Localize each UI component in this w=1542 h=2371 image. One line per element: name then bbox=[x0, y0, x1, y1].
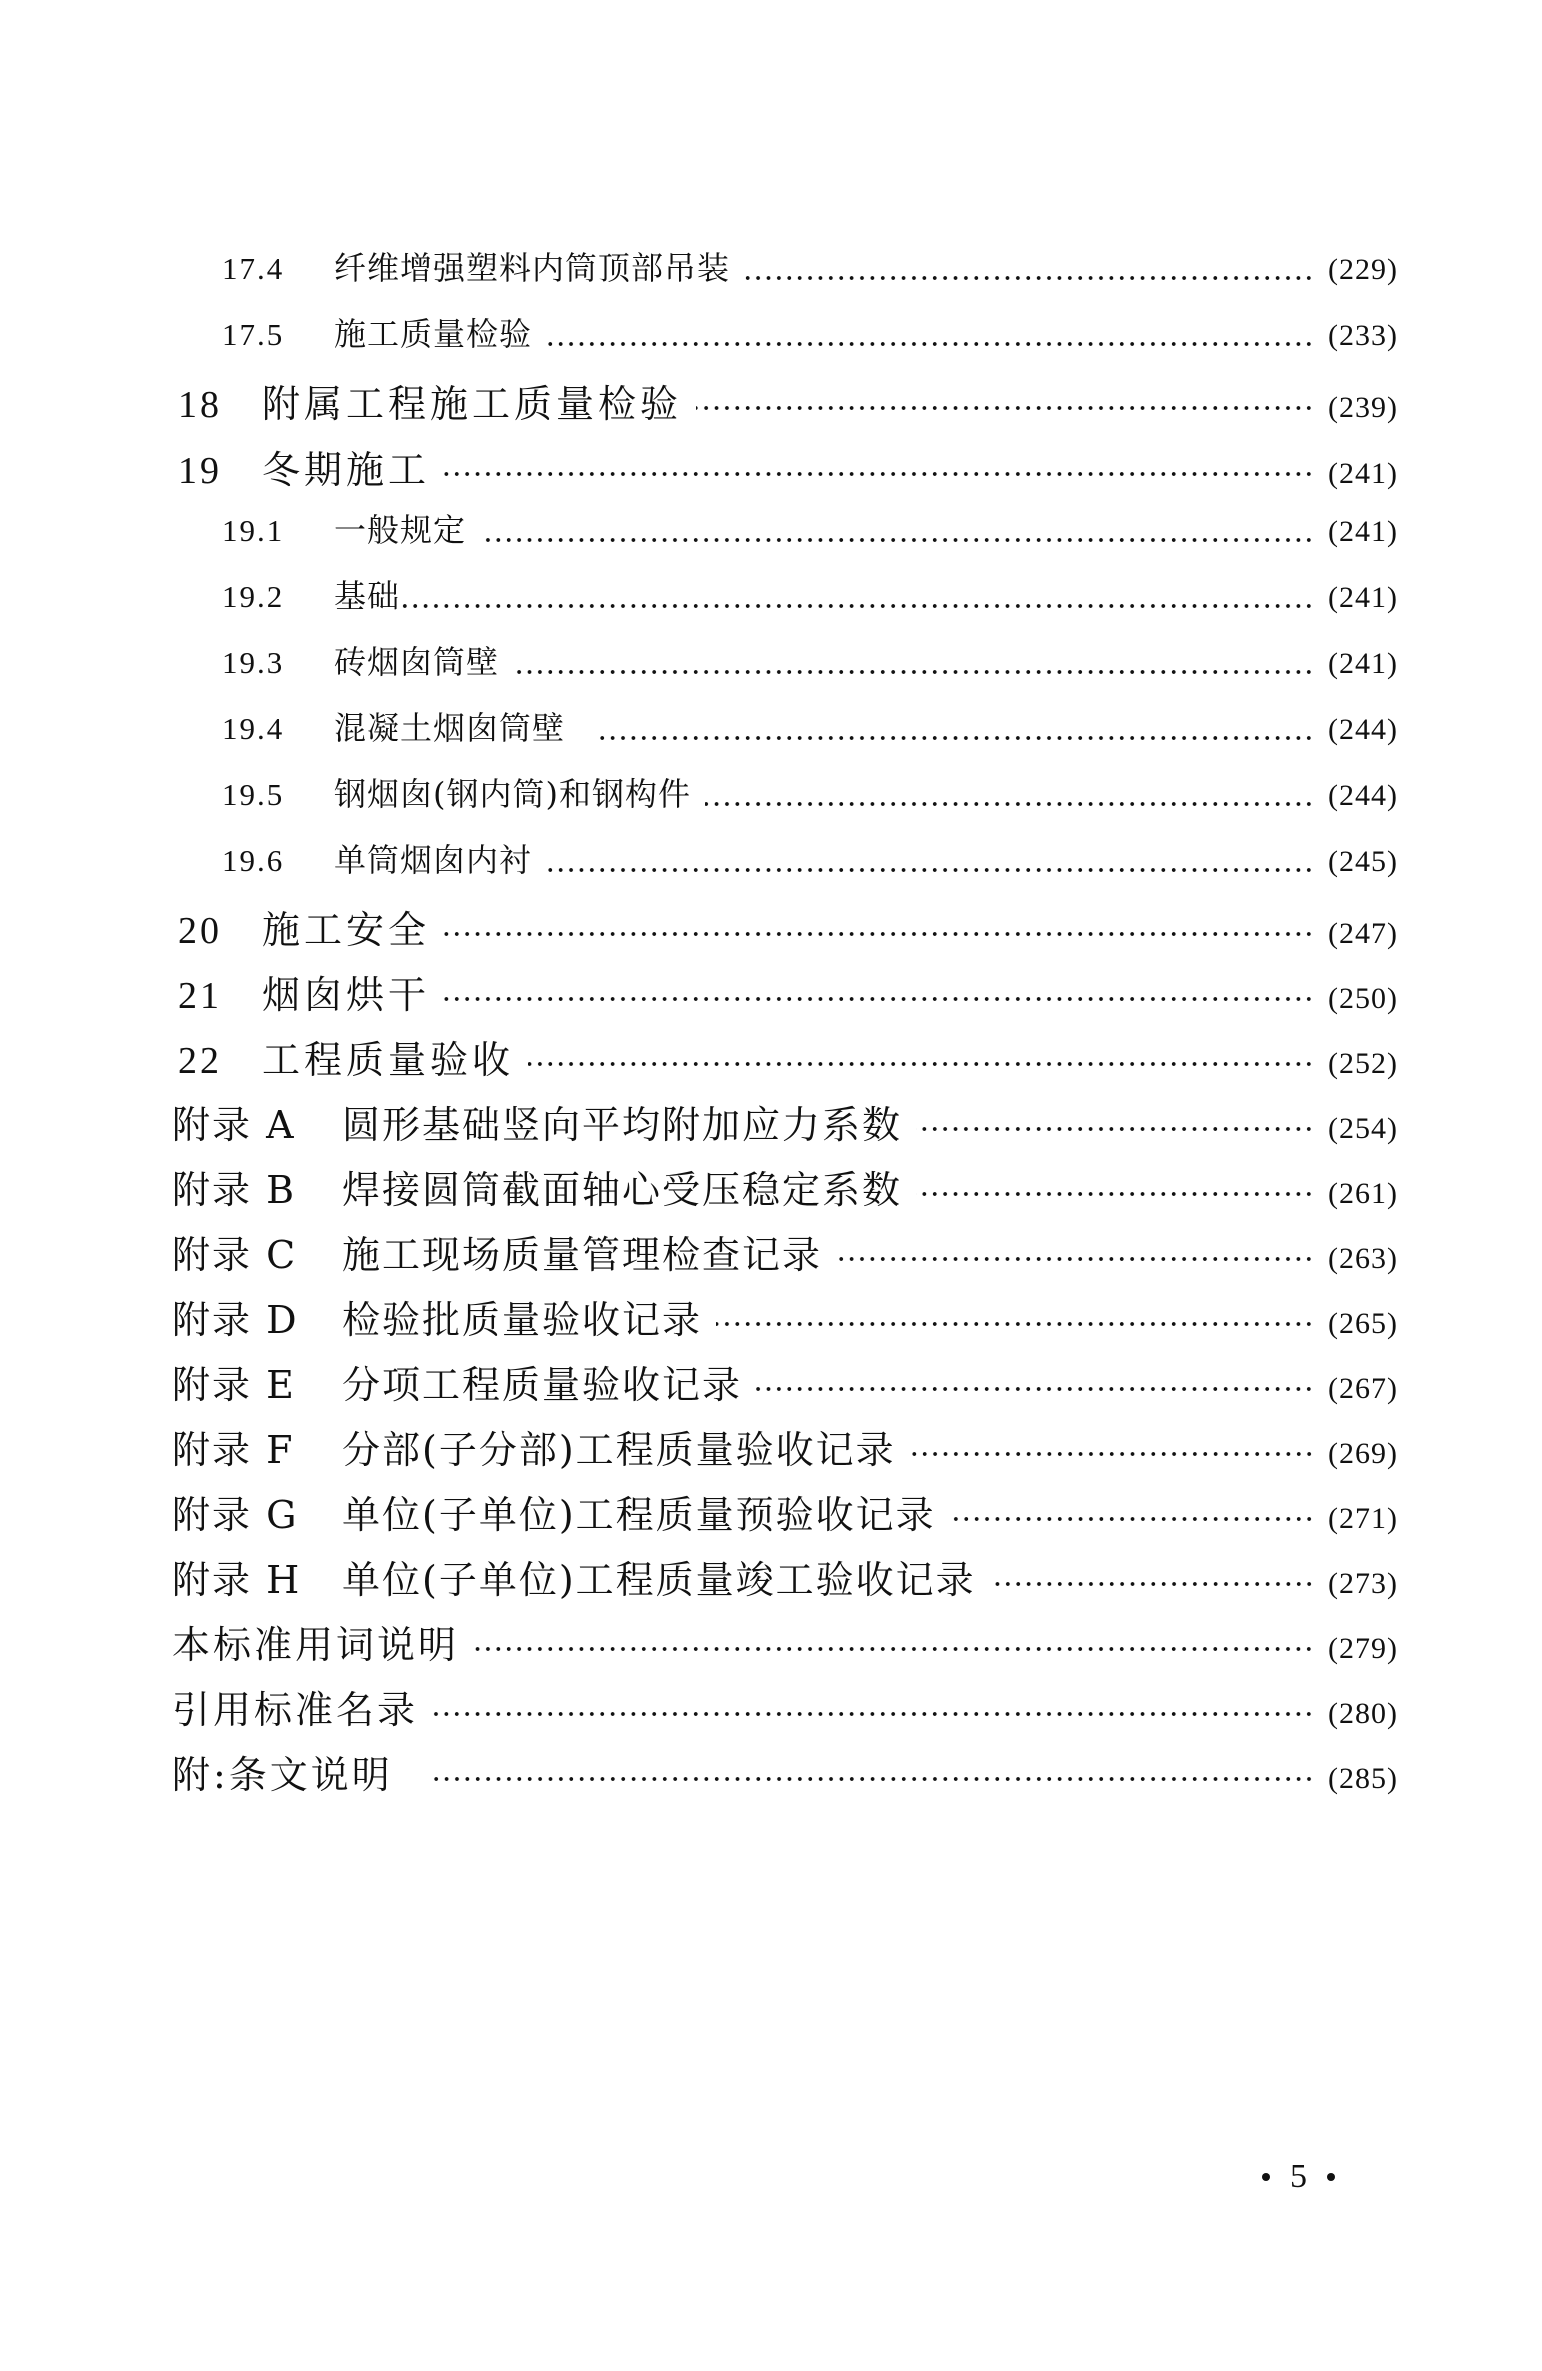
dot-leader bbox=[950, 1495, 1314, 1533]
dot-leader bbox=[444, 910, 1314, 948]
toc-entry-title: 冬期施工 bbox=[262, 448, 431, 492]
toc-entry-number: 18 bbox=[178, 384, 222, 426]
toc-entry-title: 分部(子分部)工程质量验收记录 bbox=[342, 1428, 896, 1472]
toc-entry-page: (280) bbox=[1328, 1697, 1398, 1730]
toc-entry[interactable] bbox=[172, 1354, 1398, 1414]
dot-leader bbox=[836, 1235, 1314, 1273]
dot-leader bbox=[916, 1105, 1314, 1143]
toc-entry-number: 附录 E bbox=[172, 1363, 296, 1407]
toc-entry-page: (273) bbox=[1328, 1567, 1398, 1600]
toc-entry-title: 单位(子单位)工程质量预验收记录 bbox=[342, 1493, 936, 1537]
page-number: 5 bbox=[1290, 2158, 1307, 2195]
toc-entry-page: (245) bbox=[1328, 845, 1398, 878]
toc-entry-page: (252) bbox=[1328, 1047, 1398, 1080]
dot-leader bbox=[433, 1755, 1314, 1793]
toc-entry[interactable] bbox=[172, 1679, 1398, 1739]
dot-leader bbox=[916, 1170, 1314, 1208]
toc-entry-page: (239) bbox=[1328, 391, 1398, 424]
toc-entry[interactable] bbox=[172, 1549, 1398, 1609]
toc-entry[interactable] bbox=[178, 373, 1398, 433]
toc-entry[interactable] bbox=[178, 439, 1398, 499]
toc-entry-number: 19.5 bbox=[222, 777, 285, 812]
toc-entry-page: (241) bbox=[1328, 581, 1398, 614]
toc-entry-number: 19.2 bbox=[222, 579, 285, 614]
toc-entry-page: (271) bbox=[1328, 1502, 1398, 1535]
dot-leader bbox=[595, 717, 1314, 749]
toc-entry-title: 基础 bbox=[334, 577, 401, 615]
toc-entry-page: (254) bbox=[1328, 1112, 1398, 1145]
dot-leader bbox=[716, 1300, 1314, 1338]
toc-entry-title: 本标准用词说明 bbox=[172, 1623, 460, 1667]
toc-entry-number: 19.4 bbox=[222, 711, 285, 746]
toc-entry-page: (244) bbox=[1328, 713, 1398, 746]
dot-leader bbox=[990, 1560, 1314, 1598]
toc-entry-page: (267) bbox=[1328, 1372, 1398, 1405]
toc-entry-page: (263) bbox=[1328, 1242, 1398, 1275]
dot-leader bbox=[513, 651, 1314, 683]
toc-entry-title: 工程质量验收 bbox=[262, 1038, 515, 1082]
bullet-dot-icon bbox=[1262, 2173, 1270, 2181]
toc-entry-number: 附录 F bbox=[172, 1428, 295, 1472]
toc-entry-title: 圆形基础竖向平均附加应力系数 bbox=[342, 1103, 903, 1147]
toc-entry-number: 附录 G bbox=[172, 1493, 299, 1537]
bullet-dot-icon bbox=[1327, 2173, 1335, 2181]
toc-entry-title: 钢烟囱(钢内筒)和钢构件 bbox=[334, 775, 691, 813]
toc-entry-page: (241) bbox=[1328, 457, 1398, 490]
dot-leader bbox=[744, 257, 1314, 289]
page-folio bbox=[1262, 2158, 1335, 2196]
toc-entry[interactable] bbox=[172, 1419, 1398, 1479]
dot-leader bbox=[546, 323, 1314, 355]
toc-entry-page: (265) bbox=[1328, 1307, 1398, 1340]
dot-leader bbox=[480, 519, 1314, 551]
toc-entry-page: (241) bbox=[1328, 515, 1398, 548]
toc-entry-title: 单位(子单位)工程质量竣工验收记录 bbox=[342, 1558, 976, 1602]
toc-entry-number: 21 bbox=[178, 975, 222, 1017]
toc-entry-number: 20 bbox=[178, 910, 222, 952]
toc-entry-title: 施工现场质量管理检查记录 bbox=[342, 1233, 823, 1277]
toc-entry-title: 混凝土烟囱筒壁 bbox=[334, 709, 566, 747]
toc-entry-page: (250) bbox=[1328, 982, 1398, 1015]
toc-entry[interactable] bbox=[172, 1289, 1398, 1349]
toc-entry[interactable] bbox=[222, 243, 1398, 303]
toc-entry[interactable] bbox=[178, 1029, 1398, 1089]
toc-entry-page: (233) bbox=[1328, 319, 1398, 352]
toc-entry-title: 分项工程质量验收记录 bbox=[342, 1363, 743, 1407]
toc-entry-title: 施工安全 bbox=[262, 908, 431, 952]
toc-entry-number: 17.5 bbox=[222, 317, 285, 352]
toc-entry-number: 19 bbox=[178, 450, 222, 492]
toc-entry-number: 附录 C bbox=[172, 1233, 298, 1277]
toc-entry-number: 附录 H bbox=[172, 1558, 302, 1602]
toc-entry-page: (247) bbox=[1328, 917, 1398, 950]
toc-entry-title: 附:条文说明 bbox=[172, 1753, 393, 1797]
toc-entry[interactable] bbox=[172, 1224, 1398, 1284]
toc-entry-title: 烟囱烘干 bbox=[262, 973, 431, 1017]
toc-entry[interactable] bbox=[222, 309, 1398, 369]
toc-entry-number: 19.3 bbox=[222, 645, 285, 680]
dot-leader bbox=[528, 1040, 1314, 1078]
toc-entry-title: 焊接圆筒截面轴心受压稳定系数 bbox=[342, 1168, 903, 1212]
dot-leader bbox=[473, 1625, 1314, 1663]
toc-entry[interactable] bbox=[222, 703, 1398, 763]
toc-entry-page: (285) bbox=[1328, 1762, 1398, 1795]
toc-entry[interactable] bbox=[178, 964, 1398, 1024]
toc-entry-title: 检验批质量验收记录 bbox=[342, 1298, 703, 1342]
dot-leader bbox=[910, 1430, 1314, 1468]
toc-entry-page: (279) bbox=[1328, 1632, 1398, 1665]
dot-leader bbox=[696, 384, 1314, 422]
toc-entry-number: 19.6 bbox=[222, 843, 285, 878]
dot-leader bbox=[444, 975, 1314, 1013]
toc-entry-number: 19.1 bbox=[222, 513, 285, 548]
toc-entry-page: (241) bbox=[1328, 647, 1398, 680]
toc-entry-title: 附属工程施工质量检验 bbox=[262, 382, 683, 426]
toc-entry[interactable] bbox=[172, 1159, 1398, 1219]
dot-leader bbox=[546, 849, 1314, 881]
toc-entry[interactable] bbox=[172, 1614, 1398, 1674]
toc-entry-number: 附录 B bbox=[172, 1168, 297, 1212]
toc-entry[interactable] bbox=[222, 571, 1398, 631]
toc-entry-page: (244) bbox=[1328, 779, 1398, 812]
toc-entry-title: 单筒烟囱内衬 bbox=[334, 841, 533, 879]
toc-entry-number: 22 bbox=[178, 1040, 222, 1082]
toc-entry[interactable] bbox=[222, 769, 1398, 829]
toc-entry-number: 17.4 bbox=[222, 251, 285, 286]
toc-entry-title: 一般规定 bbox=[334, 511, 467, 549]
toc-entry[interactable] bbox=[178, 899, 1398, 959]
toc-entry-title: 施工质量检验 bbox=[334, 315, 533, 353]
toc-entry[interactable] bbox=[172, 1744, 1398, 1804]
dot-leader bbox=[444, 450, 1314, 488]
dot-leader bbox=[756, 1365, 1314, 1403]
dot-leader bbox=[705, 783, 1314, 815]
toc-entry-title: 砖烟囱筒壁 bbox=[334, 643, 500, 681]
toc-entry-page: (229) bbox=[1328, 253, 1398, 286]
toc-entry[interactable] bbox=[222, 835, 1398, 895]
toc-entry-number: 附录 D bbox=[172, 1298, 299, 1342]
toc-entry[interactable] bbox=[222, 637, 1398, 697]
toc-entry-title: 引用标准名录 bbox=[172, 1688, 419, 1732]
toc-entry[interactable] bbox=[172, 1484, 1398, 1544]
toc-entry-number: 附录 A bbox=[172, 1103, 296, 1147]
toc-entry-page: (261) bbox=[1328, 1177, 1398, 1210]
dot-leader bbox=[402, 585, 1314, 617]
toc-entry[interactable] bbox=[222, 505, 1398, 565]
toc-entry[interactable] bbox=[172, 1094, 1398, 1154]
dot-leader bbox=[432, 1690, 1314, 1728]
toc-entry-title: 纤维增强塑料内筒顶部吊装 bbox=[334, 249, 731, 287]
toc-entry-page: (269) bbox=[1328, 1437, 1398, 1470]
